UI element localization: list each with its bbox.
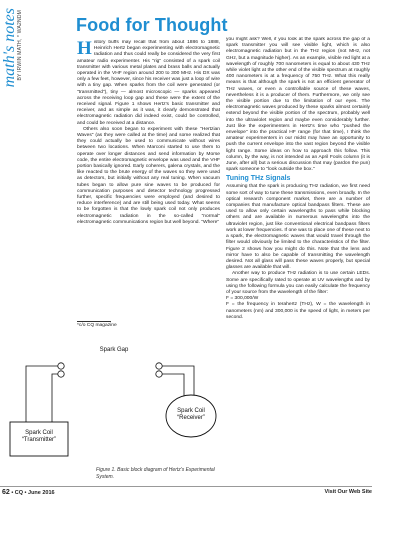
receiver-wire-top: [162, 366, 194, 395]
right-column: [226, 37, 370, 485]
paragraph: you might ask? Well, if you look at the spark across the gap of a spark transmitter you will see visible light, which is also electromagnetic radiation but in the THz region (not MHz, not GHz, but a magnitude higher). As an example, visible red light at a wavelength of roughly 700 nanometers is equal to about 430 THz while violet light at the other end of the visible spectrum at roughly 400 nanometers is at a frequency of 750 THz. What this really means is that although the spark is not an efficient generator of THz waves, or even a controllable source of these waves, nevertheless it is a producer of them. Furthermore, we only see the visible portion due to the limitation of our eyes. The electromagnetic waves produced by these sparks almost certainly extend beyond the visible portion of the spectrum, probably well into the ultraviolet region and maybe even considerably further. Just like the experimenters in Hertz's time who "pushed the envelope" into the practical HF range (for that time), I think the amateur experimenters in our midst may have an opportunity to push the current envelope into the vast region beyond the visible light range. Some ideas on how to approach this follow. This column, by the way, is not intended as an April Fools column (it is June, after all) but a serious discussion that may (pardon the pun) spark someone to "look outside the box.": [226, 37, 370, 173]
byline: BY IRWIN MATH, * WA2NDM: [17, 10, 23, 81]
figure-diagram: [4, 344, 224, 462]
footer-rule: [0, 486, 372, 487]
paragraph: Assuming that the spark is producing THz radiation, we first need some sort of way to tune these transmissions, even broadly. In the optical research component market, there are a number of companies that manufacture optical bandpass filters. These are used to allow only certain wavelengths to pass while blocking others and are available in numerous wavelengths into the ultraviolet region, just like conventional electrical bandpass filters work at lower frequencies. If one was to place one of these next to a spark, the electromagnetic waves that would travel through the filter would obviously be limited to the characteristics of the filter. Figure 2 shows how you might do this. Note that the lens and mirror have to also be capable of transmitting the wavelength desired. Not all glass will pass these waves properly, but special glasses are available that will.: [226, 184, 370, 271]
transmitter-wire-right: [52, 374, 58, 422]
spark-ball: [156, 371, 162, 377]
article-title: Food for Thought: [76, 15, 228, 35]
section-heading: Tuning THz Signals: [226, 175, 291, 183]
receiver-label-line: Spark Coil: [177, 408, 205, 414]
column-name-text: math's notes: [1, 8, 18, 88]
formula: F = 300,000/W: [226, 296, 259, 302]
publication-info: • CQ • June 2016: [11, 490, 55, 496]
drop-cap: H: [77, 40, 92, 59]
receiver-label-line: “Receiver”: [177, 415, 205, 421]
paragraph-text: istory buffs may recall that from about 1886 to 1888, Heinrich Hertz began experimenting with electromagnetic radiation and thus could really be considered the very first amateur radio experimenter. His "rig" consisted of a spark coil transmitter with various metal plates and brass balls and actually operated in the VHF region around 200 to 300 MHz. His DX was only a few feet, however, since his receiver was just a loop of wire with a tiny gap. When sparks from the coil were generated (or "transmitted"), tiny — almost microscopic — sparks appeared across the receiving loop gap and these were the extent of the received signal. Figure 1 shows Hertz's basic transmitter and receiver, and as simple as it was, it clearly demonstrated that electromagnetic radiation did indeed exist, could be controlled, and could be received at a distance.: [77, 40, 220, 126]
figure-caption: Figure 1. Basic block diagram of Hertz's Experimental System.: [96, 467, 215, 480]
paragraph: Others also soon began to experiment with these "Hertzian Waves" (as they were called at the time) and some realized that they could actually be used to communicate without wires between two locations. When Marconi started to use them to operate over longer distances and send information by Morse code, the entire electromagnetic envelope was used and the VHF portion basically ignored. Early coherers, galena crystals, and the like reacted to the brute energy of the waves so they were used as detectors, but initially without any real tuning. When vacuum tubes began to allow pure sine waves to be produced for communication purposes and detector technology progressed further, specific frequencies were employed (and desired to reduce interference) and are still being used today. What seems to be forgotten is that the lowly spark coil not only produces electromagnetic radiation in the so-called "normal" electromagnetic communications region but well beyond. "Where": [77, 126, 220, 225]
paragraph: Another way to produce THz radiation is to use certain LEDs. Some are specifically rated to operate at UV wavelengths and by using the following formula you can easily calculate the frequency of your source from the wavelength of the filter:: [226, 271, 370, 295]
figure-1: [4, 344, 224, 462]
transmitter-label-line: Spark Coil: [25, 430, 53, 436]
paragraph: [77, 40, 220, 127]
spark-ball: [58, 371, 64, 377]
spark-gap-label: Spark Gap: [99, 347, 129, 353]
column-name: [1, 8, 23, 168]
formula-note: F = the frequency in terahertz (THz), W = the wavelength in nanometers (nm) and 300,000 is the speed of light, in meters per second.: [226, 302, 370, 320]
transmitter-label-line: “Transmitter”: [21, 437, 57, 443]
receiver-wire-bottom: [162, 374, 184, 396]
footnote: *c/o CQ magazine: [77, 323, 117, 328]
page-number: 62: [2, 489, 10, 496]
footer-left: [2, 489, 55, 496]
left-column: [77, 40, 220, 318]
spark-ball: [58, 363, 64, 369]
transmitter-label: [10, 430, 68, 444]
spark-ball: [156, 363, 162, 369]
footnote-rule: [77, 321, 111, 322]
website-link[interactable]: Visit Our Web Site: [324, 489, 372, 495]
receiver-label: [166, 408, 216, 422]
